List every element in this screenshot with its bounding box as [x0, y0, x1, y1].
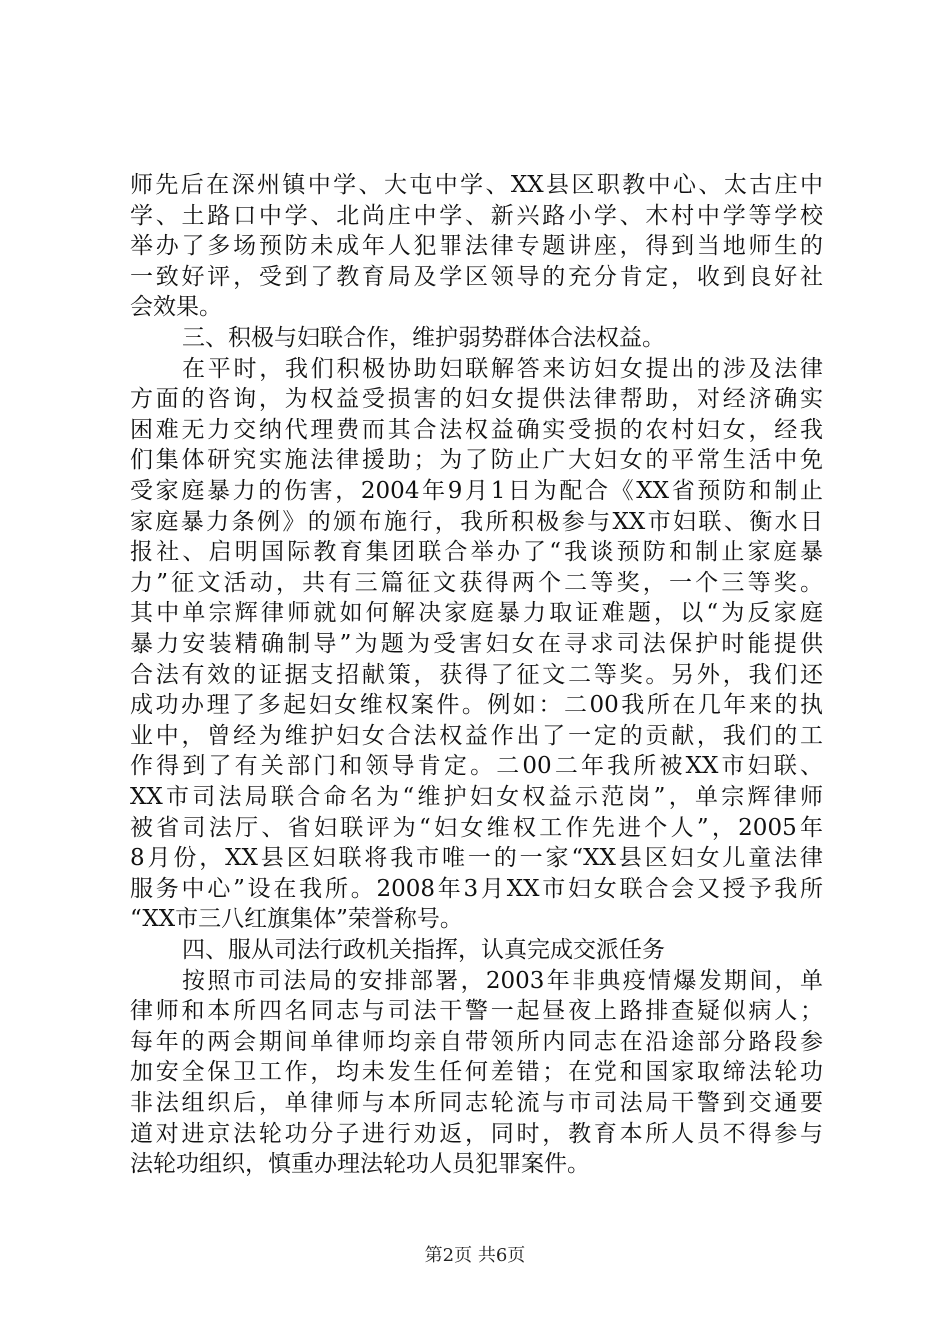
text-line-content: 暴力安装精确制导”为题为受害妇女在寻求司法保护时能提供	[130, 631, 823, 657]
text-line-content: 按照市司法局的安排部署，2003年非典疫情爆发期间，单	[182, 967, 823, 994]
text-line	[0, 660, 950, 691]
text-line	[0, 537, 950, 568]
text-line	[0, 843, 950, 874]
text-line-content: 家庭暴力条例》的颁布施行，我所积极参与XX市妇联、衡水日	[130, 508, 823, 535]
text-line	[0, 1119, 950, 1150]
text-line	[0, 292, 950, 323]
text-line-content: 每年的两会期间单律师均亲自带领所内同志在沿途部分路段参	[130, 1028, 823, 1055]
text-line	[0, 1149, 950, 1180]
text-line-content: 三、积极与妇联合作，维护弱势群体合法权益。	[182, 325, 665, 351]
text-line-content: 8月份，XX县区妇联将我市唯一的一家“XX县区妇女儿童法律	[130, 845, 823, 872]
text-line-content: 方面的咨询，为权益受损害的妇女提供法律帮助，对经济确实	[130, 386, 823, 413]
text-line-content: 非法组织后，单律师与本所同志轮流与市司法局干警到交通要	[130, 1090, 823, 1116]
text-line	[0, 201, 950, 232]
text-line-content: 们集体研究实施法律援助；为了防止广大妇女的平常生活中免	[130, 447, 823, 474]
text-line	[0, 751, 950, 782]
text-line-content: 会效果。	[130, 294, 222, 321]
text-line-content: 法轮功组织，慎重办理法轮功人员犯罪案件。	[130, 1151, 590, 1178]
text-line	[0, 935, 950, 966]
text-line	[0, 384, 950, 415]
text-line	[0, 782, 950, 813]
text-line-content: 被省司法厅、省妇联评为“妇女维权工作先进个人”，2005年	[130, 814, 823, 841]
text-line	[0, 966, 950, 997]
text-line-content: XX市司法局联合命名为“维护妇女权益示范岗”，单宗辉律师	[130, 784, 823, 810]
text-line	[0, 170, 950, 201]
text-line-content: 报社、启明国际教育集团联合举办了“我谈预防和制止家庭暴	[130, 539, 823, 566]
text-line	[0, 813, 950, 844]
text-line	[0, 507, 950, 538]
text-line-content: 合法有效的证据支招献策，获得了征文二等奖。另外，我们还	[130, 661, 823, 688]
text-line-content: 作得到了有关部门和领导肯定。二00二年我所被XX市妇联、	[130, 753, 823, 780]
text-line	[0, 1088, 950, 1119]
text-line-content: 学、土路口中学、北尚庄中学、新兴路小学、木村中学等学校	[130, 202, 823, 229]
text-line-content: 其中单宗辉律师就如何解决家庭暴力取证难题，以“为反家庭	[130, 600, 823, 627]
page-footer: 第2页 共6页	[424, 1245, 526, 1266]
text-line	[0, 415, 950, 446]
text-line	[0, 874, 950, 905]
text-line	[0, 445, 950, 476]
text-line	[0, 690, 950, 721]
text-line-content: 业中，曾经为维护妇女合法权益作出了一定的贡献，我们的工	[130, 722, 823, 749]
text-line	[0, 262, 950, 293]
text-line	[0, 904, 950, 935]
text-line-content: 师先后在深州镇中学、大屯中学、XX县区职教中心、太古庄中	[130, 172, 823, 198]
text-line	[0, 1057, 950, 1088]
text-line-content: 困难无力交纳代理费而其合法权益确实受损的农村妇女，经我	[130, 416, 823, 443]
text-line-content: 举办了多场预防未成年人犯罪法律专题讲座，得到当地师生的	[130, 233, 823, 260]
text-line	[0, 323, 950, 354]
text-line	[0, 1027, 950, 1058]
text-line-content: 一致好评，受到了教育局及学区领导的充分肯定，收到良好社	[130, 263, 823, 290]
text-line-content: 在平时，我们积极协助妇联解答来访妇女提出的涉及法律	[182, 355, 823, 382]
text-line-content: 服务中心”设在我所。2008年3月XX市妇女联合会又授予我所	[130, 875, 823, 902]
text-line	[0, 231, 950, 262]
text-line-content: 力”征文活动，共有三篇征文获得两个二等奖，一个三等奖。	[130, 569, 823, 596]
text-line	[0, 354, 950, 385]
text-line-content: 四、服从司法行政机关指挥，认真完成交派任务	[182, 937, 665, 963]
text-line-content: 加安全保卫工作，均未发生任何差错；在党和国家取缔法轮功	[130, 1059, 823, 1086]
text-line-content: 成功办理了多起妇女维权案件。例如：二00我所在几年来的执	[130, 692, 823, 719]
text-line	[0, 598, 950, 629]
text-line-content: 律师和本所四名同志与司法干警一起昼夜上路排查疑似病人；	[130, 998, 823, 1025]
text-line	[0, 721, 950, 752]
text-line	[0, 996, 950, 1027]
text-line	[0, 629, 950, 660]
text-line	[0, 568, 950, 599]
text-line-content: “XX市三八红旗集体”荣誉称号。	[130, 906, 463, 933]
text-line-content: 受家庭暴力的伤害，2004年9月1日为配合《XX省预防和制止	[130, 478, 823, 504]
text-line	[0, 476, 950, 507]
text-line-content: 道对进京法轮功分子进行劝返，同时，教育本所人员不得参与	[130, 1120, 823, 1147]
